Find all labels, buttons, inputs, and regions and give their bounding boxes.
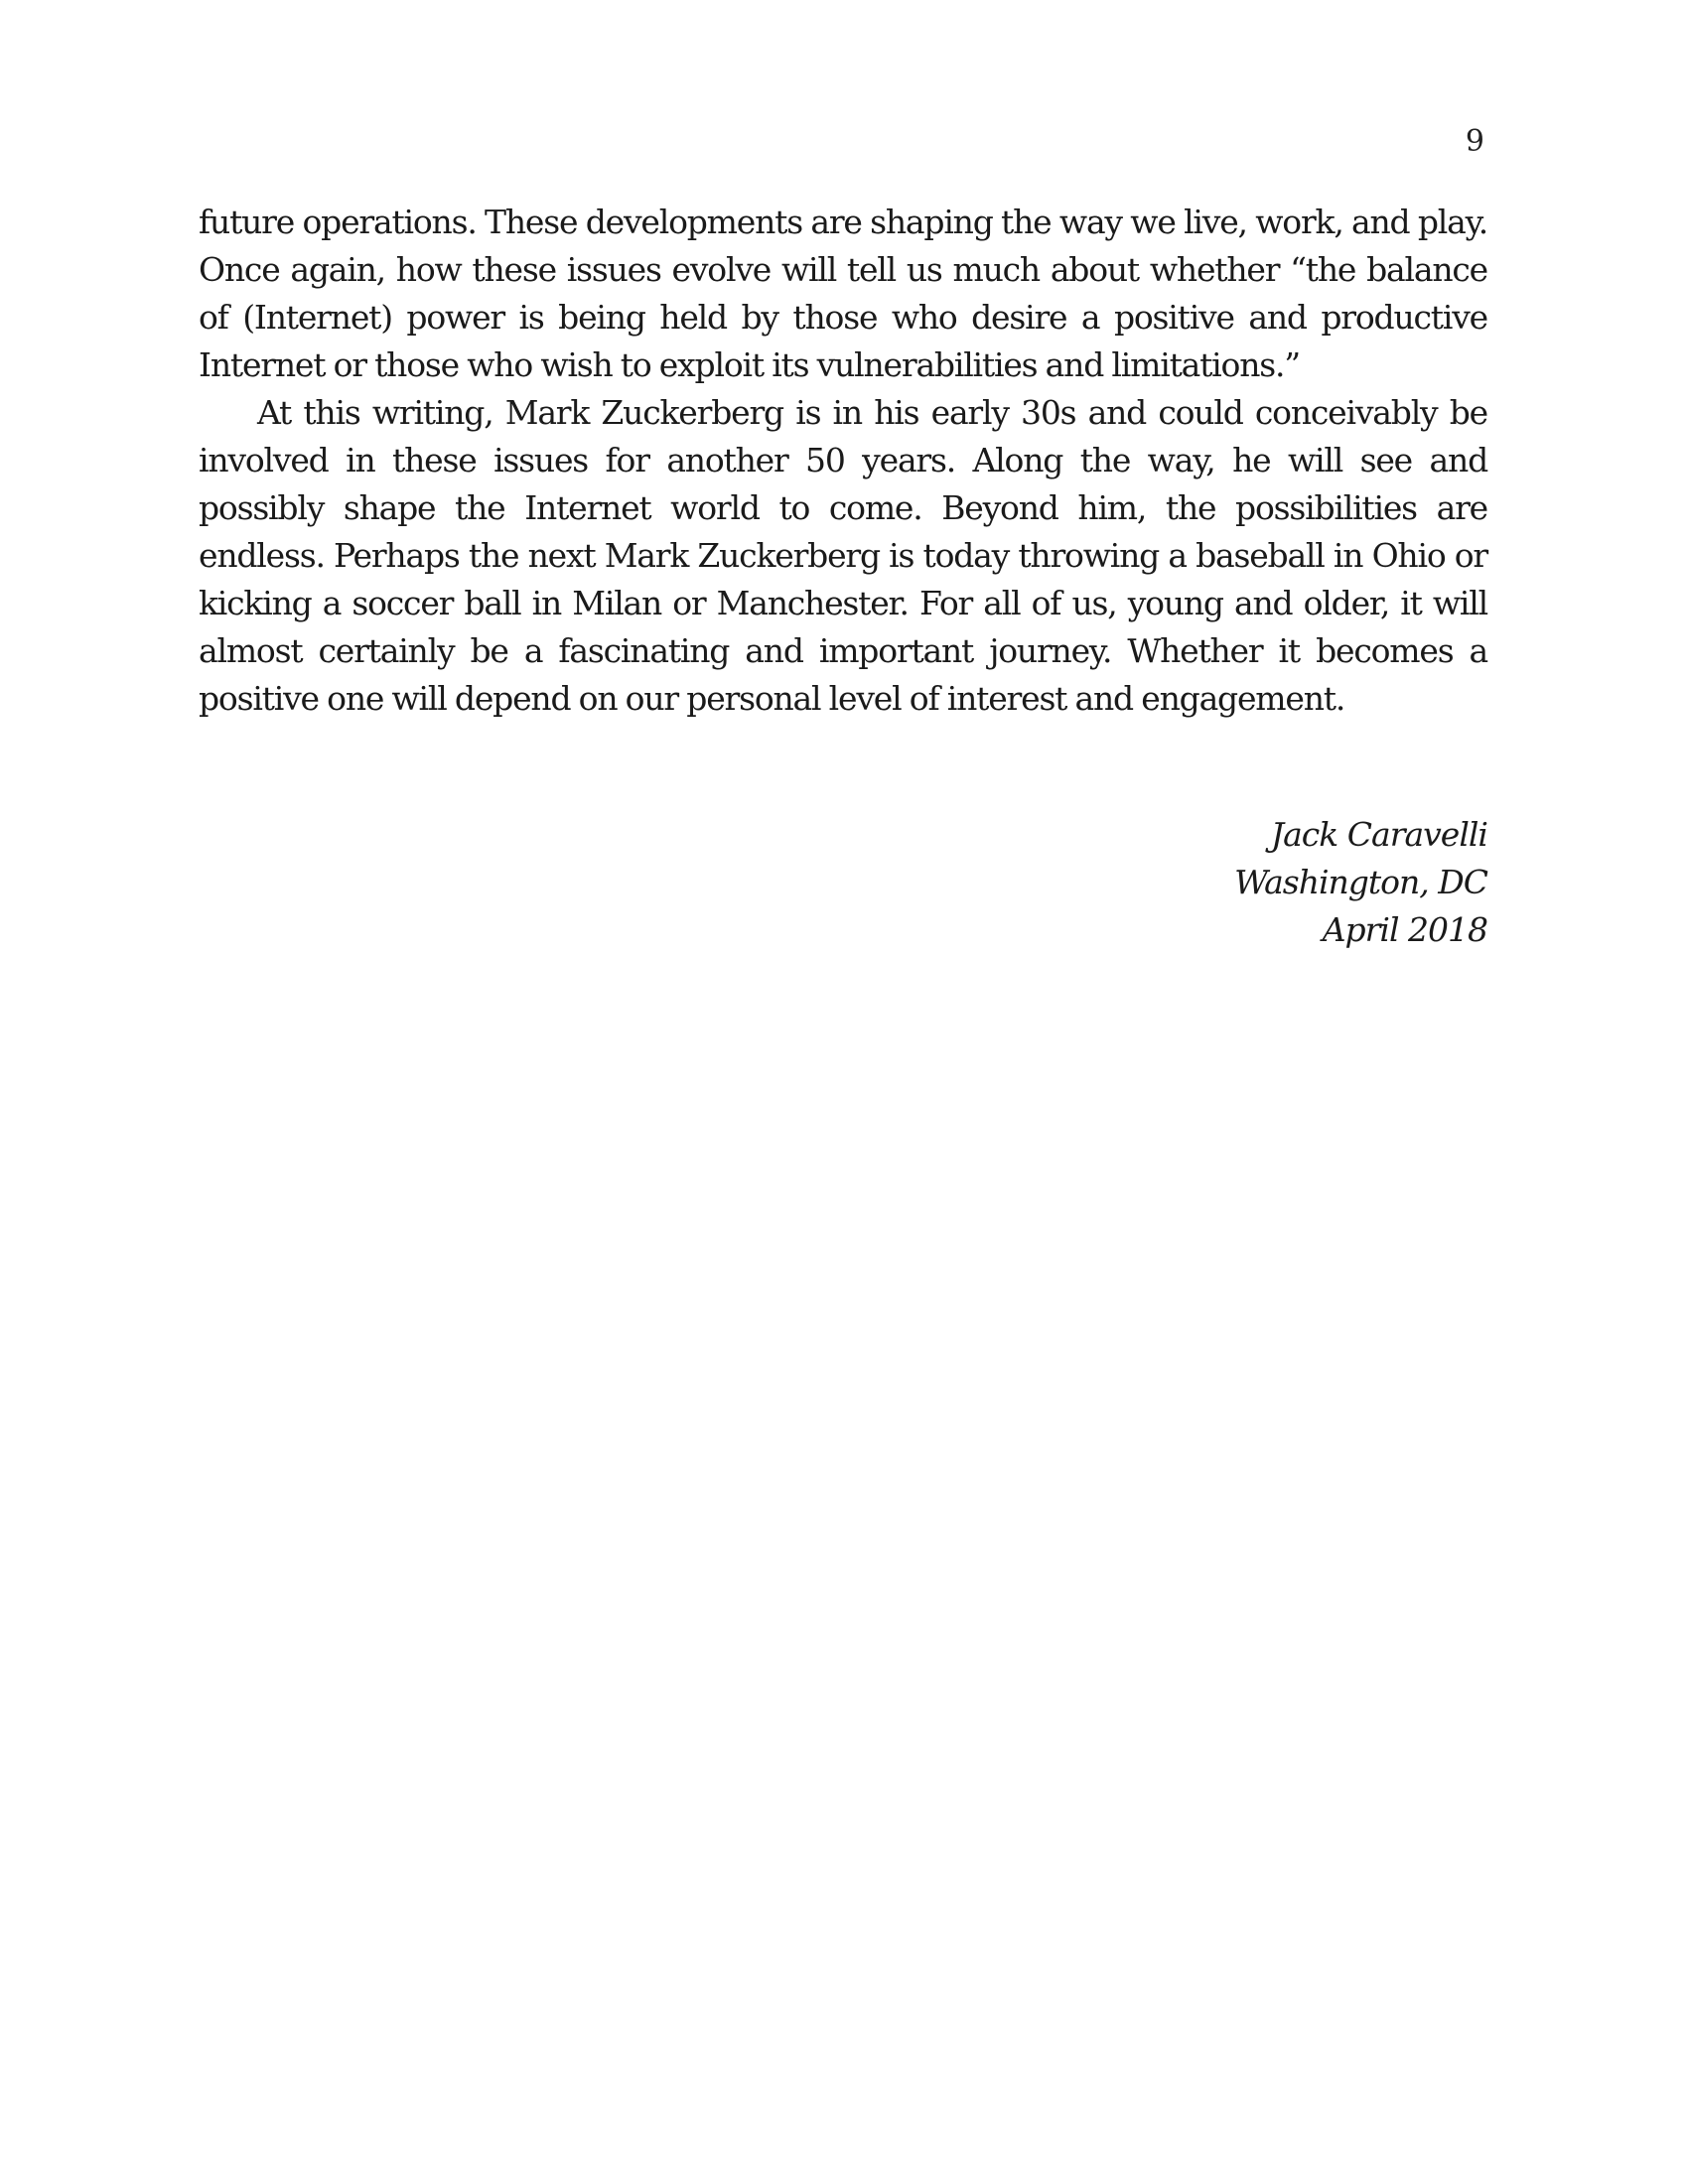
signature-date: April 2018: [1322, 910, 1487, 949]
signature-location: Washington, DC: [1234, 863, 1487, 901]
body-text: [199, 199, 1487, 723]
signature-block: [1234, 811, 1487, 954]
signature-author: Jack Caravelli: [1270, 815, 1487, 854]
page-number: 9: [1465, 124, 1484, 159]
paragraph-continuation: future operations. These developments are shaping the way we live, work, and play. Once again, how these issues evolve will tell us much about whether “the balance of (Internet) power is being held by those who desire a positive and productive Internet or those who wish to exploit its vulnerabilities and limitations.”: [199, 203, 1487, 384]
paragraph-closing: At this writing, Mark Zuckerberg is in his early 30s and could conceivably be involved in these issues for another 50 years. Along the way, he will see and possibly shape the Internet world to come. Beyond him, the possibilities are endless. Perhaps the next Mark Zuckerberg is today throwing a baseball in Ohio or kicking a soccer ball in Milan or Manchester. For all of us, young and older, it will almost certainly be a fascinating and important journey. Whether it becomes a positive one will depend on our personal level of interest and engagement.: [199, 393, 1487, 718]
